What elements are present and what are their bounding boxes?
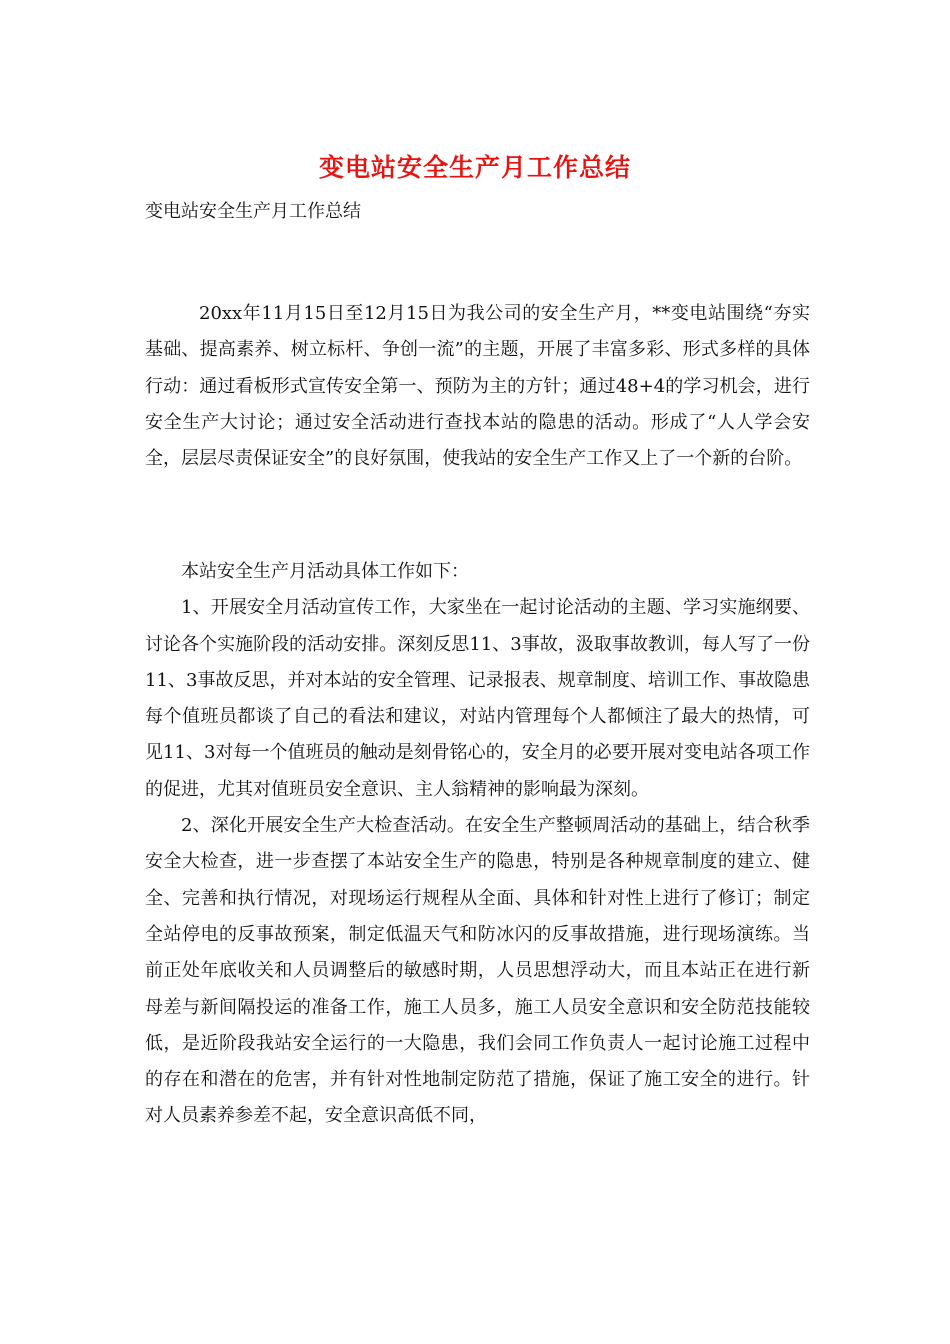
paragraph-item-1: 1、开展安全月活动宣传工作，大家坐在一起讨论活动的主题、学习实施纲要、讨论各个实施阶段的活动安排。深刻反思11、3事故，汲取事故教训，每人写了一份11、3事故反思，并对本站的安全管理、记录报表、规章制度、培训工作、事故隐患每个值班员都谈了自己的看法和建议，对站内管理每个人都倾注了最大的热情，可见11、3对每一个值班员的触动是刻骨铭心的，安全月的必要开展对变电站各项工作的促进，尤其对值班员安全意识、主人翁精神的影响最为深刻。	[145, 597, 810, 800]
paragraph-heading: 本站安全生产月活动具体工作如下：	[181, 561, 469, 582]
intro-section	[145, 296, 810, 477]
paragraph-intro: 20xx年11月15日至12月15日为我公司的安全生产月，**变电站围绕“夯实基础、提高素养、树立标杆、争创一流”的主题，开展了丰富多彩、形式多样的具体行动：通过看板形式宣传安全第一、预防为主的方针；通过48+4的学习机会，进行安全生产大讨论；通过安全活动进行查找本站的隐患的活动。形成了“人人学会安全，层层尽责保证安全”的良好氛围，使我站的安全生产工作又上了一个新的台阶。	[145, 303, 810, 470]
details-section	[145, 554, 810, 1135]
document-title: 变电站安全生产月工作总结	[318, 153, 631, 182]
document-subtitle: 变电站安全生产月工作总结	[145, 201, 361, 222]
paragraph-item-2: 2、深化开展安全生产大检查活动。在安全生产整顿周活动的基础上，结合秋季安全大检查，进一步查摆了本站安全生产的隐患，特别是各种规章制度的建立、健全、完善和执行情况，对现场运行规程从全面、具体和针对性上进行了修订；制定全站停电的反事故预案，制定低温天气和防冰闪的反事故措施，进行现场演练。当前正处年底收关和人员调整后的敏感时期，人员思想浮动大，而且本站正在进行新母差与新间隔投运的准备工作，施工人员多，施工人员安全意识和安全防范技能较低，是近阶段我站安全运行的一大隐患，我们会同工作负责人一起讨论施工过程中的存在和潜在的危害，并有针对性地制定防范了措施，保证了施工安全的进行。针对人员素养参差不起，安全意识高低不同，	[145, 815, 810, 1127]
